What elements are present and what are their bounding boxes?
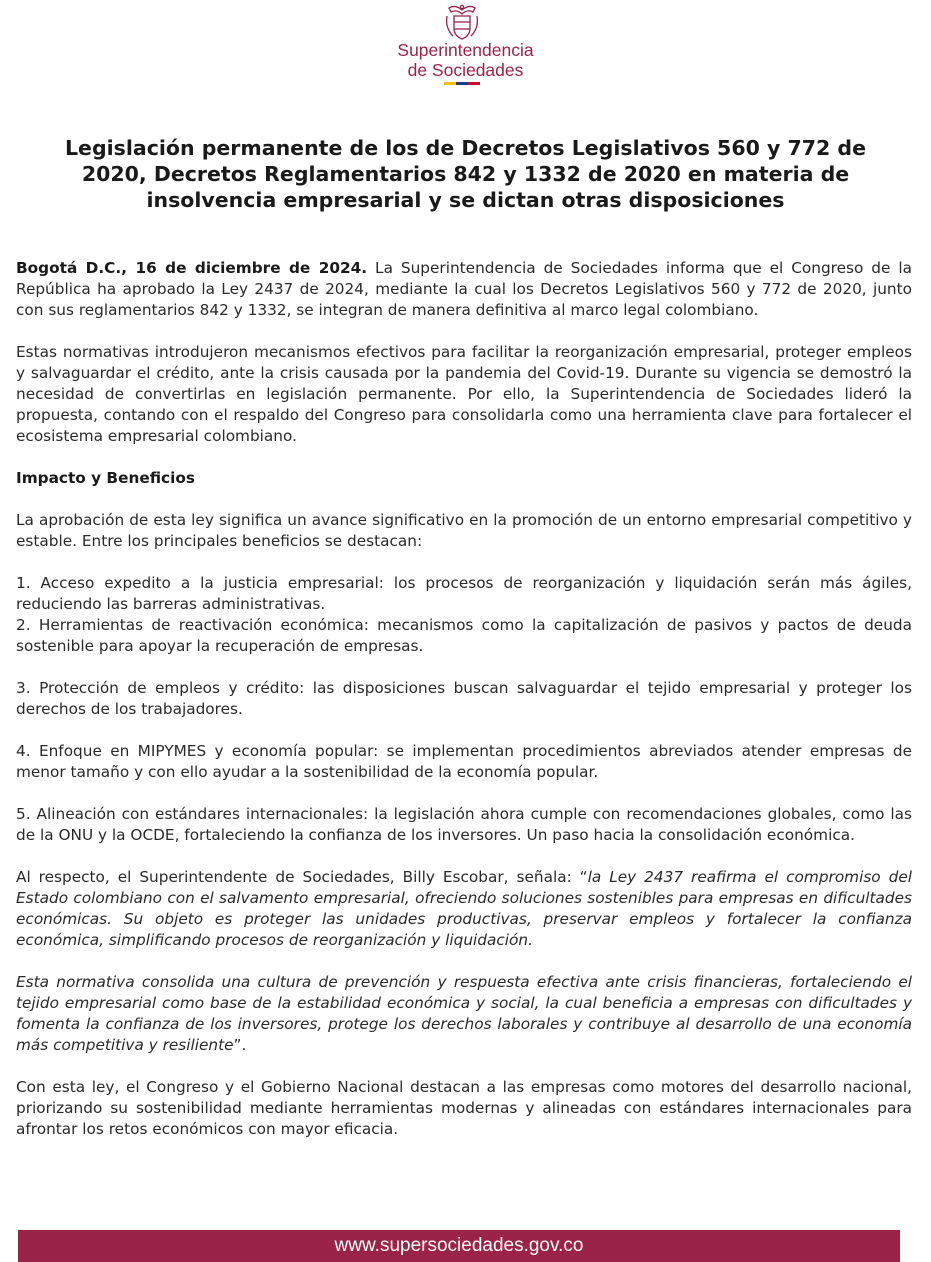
- quote-text-2: Esta normativa consolida una cultura de prevención y respuesta efectiva ante crisis financieras, fortaleciendo el tejido empresarial como base de la estabilidad económica y social, la cual beneficia a empresas con dificultades y fomenta la confianza de los inversores, protege los derechos laborales y contribuye al desarrollo de una economía más competitiva y resiliente: [16, 973, 912, 1054]
- benefit-item-1: 1. Acceso expedito a la justicia empresarial: los procesos de reorganización y liquidación serán más ágiles, reduciendo las barreras administrativas.: [16, 574, 912, 613]
- intro-text: La Superintendencia de Sociedades informa que el Congreso de la República ha aprobado la Ley 2437 de 2024, mediante la cual los Decretos Legislativos 560 y 772 de 2020, junto con sus reglamentarios 842 y 1332, se integran de manera definitiva al marco legal colombiano.: [16, 259, 912, 319]
- quote-paragraph-2: [16, 972, 912, 1056]
- org-name-line2: de Sociedades: [407, 60, 524, 80]
- page-header: [0, 0, 931, 95]
- flag-yellow: [444, 82, 456, 85]
- article-body: [16, 258, 912, 1161]
- quote-intro: Al respecto, el Superintendente de Sociedades, Billy Escobar, señala: “: [16, 868, 588, 886]
- page-title: Legislación permanente de los de Decretos Legislativos 560 y 772 de 2020, Decretos Reglamentarios 842 y 1332 de 2020 en materia de insolvencia empresarial y se dictan otras disposiciones: [64, 136, 866, 212]
- org-name-line1: Superintendencia: [397, 40, 534, 60]
- closing-paragraph: Con esta ley, el Congreso y el Gobierno Nacional destacan a las empresas como motores del desarrollo nacional, priorizando su sostenibilidad mediante herramientas modernas y alineadas con estándares internacionales para afrontar los retos económicos con mayor eficacia.: [16, 1078, 912, 1138]
- flag-stripe: [444, 82, 480, 85]
- benefits-intro: La aprobación de esta ley significa un avance significativo en la promoción de un entorno empresarial competitivo y estable. Entre los principales beneficios se destacan:: [16, 511, 912, 550]
- quote-text-1: la Ley 2437 reafirma el compromiso del Estado colombiano con el salvamento empresarial, ofreciendo soluciones sostenibles para empresas en dificultades económicas. Su objeto es proteger las unidades productivas, preservar empleos y fortalecer la confianza económica, simplificando procesos de reorganización y liquidación.: [16, 868, 912, 949]
- section-heading-text: Impacto y Beneficios: [16, 469, 195, 487]
- benefit-item-4: 4. Enfoque en MIPYMES y economía popular: se implementan procedimientos abreviados atender empresas de menor tamaño y con ello ayudar a la sostenibilidad de la economía popular.: [16, 742, 912, 781]
- benefit-item-5: 5. Alineación con estándares internacionales: la legislación ahora cumple con recomendaciones globales, como las de la ONU y la OCDE, fortaleciendo la confianza de los inversores. Un paso hacia la consolidación económica.: [16, 805, 912, 844]
- quote-close: ”.: [233, 1036, 247, 1054]
- colombia-coat-of-arms-icon: [443, 2, 481, 42]
- benefit-item-2: 2. Herramientas de reactivación económica: mecanismos como la capitalización de pasivos y pactos de deuda sostenible para apoyar la recuperación de empresas.: [16, 616, 912, 655]
- dateline: Bogotá D.C., 16 de diciembre de 2024.: [16, 259, 368, 277]
- footer-banner: [18, 1230, 900, 1262]
- footer-url[interactable]: www.supersociedades.gov.co: [334, 1235, 584, 1256]
- flag-blue: [456, 82, 468, 85]
- benefit-item-3: 3. Protección de empleos y crédito: las disposiciones buscan salvaguardar el tejido empresarial y proteger los derechos de los trabajadores.: [16, 679, 912, 718]
- flag-red: [468, 82, 480, 85]
- intro-paragraph: [16, 258, 912, 321]
- quote-paragraph: [16, 867, 912, 951]
- context-paragraph: Estas normativas introdujeron mecanismos efectivos para facilitar la reorganización empresarial, proteger empleos y salvaguardar el crédito, ante la crisis causada por la pandemia del Covid-19. Durante su vigencia se demostró la necesidad de convertirlas en legislación permanente. Por ello, la Superintendencia de Sociedades lideró la propuesta, contando con el respaldo del Congreso para consolidarla como una herramienta clave para fortalecer el ecosistema empresarial colombiano.: [16, 343, 912, 445]
- section-heading: [16, 468, 912, 489]
